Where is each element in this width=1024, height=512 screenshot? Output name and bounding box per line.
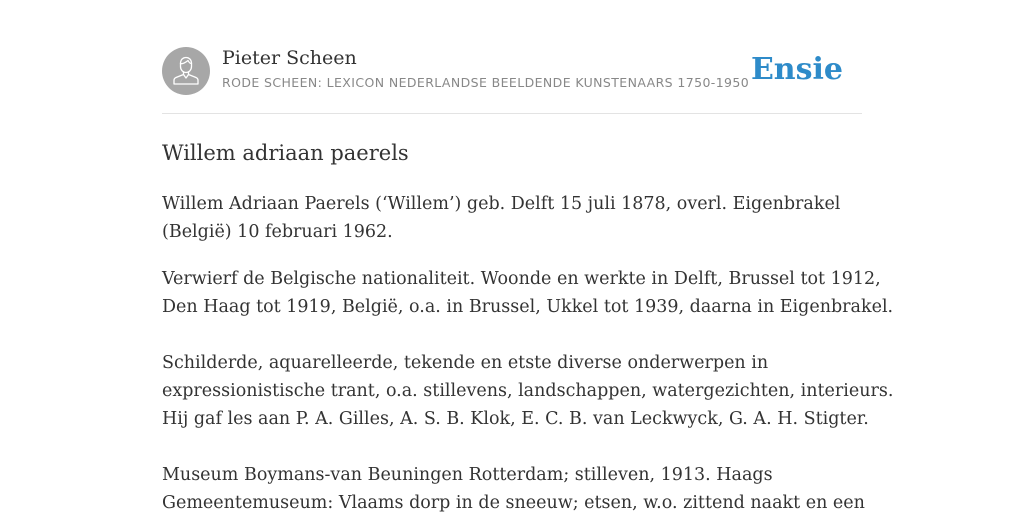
article-title: Willem adriaan paerels (162, 141, 409, 165)
text-line: Hij gaf les aan P. A. Gilles, A. S. B. Klok, E. C. B. van Leckwyck, G. A. H. Stigter. (162, 409, 869, 429)
article-body (162, 190, 894, 512)
header (162, 46, 862, 114)
source-title[interactable]: RODE SCHEEN: LEXICON NEDERLANDSE BEELDENDE KUNSTENAARS 1750-1950 (222, 75, 750, 90)
text-line: Museum Boymans-van Beuningen Rotterdam; stilleven, 1913. Haags (162, 465, 773, 485)
avatar[interactable] (162, 47, 210, 95)
text-line: Den Haag tot 1919, België, o.a. in Brussel, Ukkel tot 1939, daarna in Eigenbrakel. (162, 297, 894, 317)
user-icon (162, 47, 210, 95)
text-line: (België) 10 februari 1962. (162, 222, 393, 242)
paragraph-residence (162, 265, 894, 512)
text-line: Schilderde, aquarelleerde, tekende en etste diverse onderwerpen in (162, 353, 769, 373)
site-logo[interactable]: Ensie (750, 52, 843, 87)
text-line: Gemeentemuseum: Vlaams dorp in de sneeuw; etsen, w.o. zittend naakt en een (162, 493, 865, 512)
text-line: Willem Adriaan Paerels (‘Willem’) geb. Delft 15 juli 1878, overl. Eigenbrakel (162, 194, 841, 214)
paragraph-biography (162, 190, 874, 246)
author-name[interactable]: Pieter Scheen (222, 47, 357, 69)
text-line: Verwierf de Belgische nationaliteit. Woonde en werkte in Delft, Brussel tot 1912, (162, 269, 881, 289)
text-line: expressionistische trant, o.a. stillevens, landschappen, watergezichten, interieurs. (162, 381, 894, 401)
